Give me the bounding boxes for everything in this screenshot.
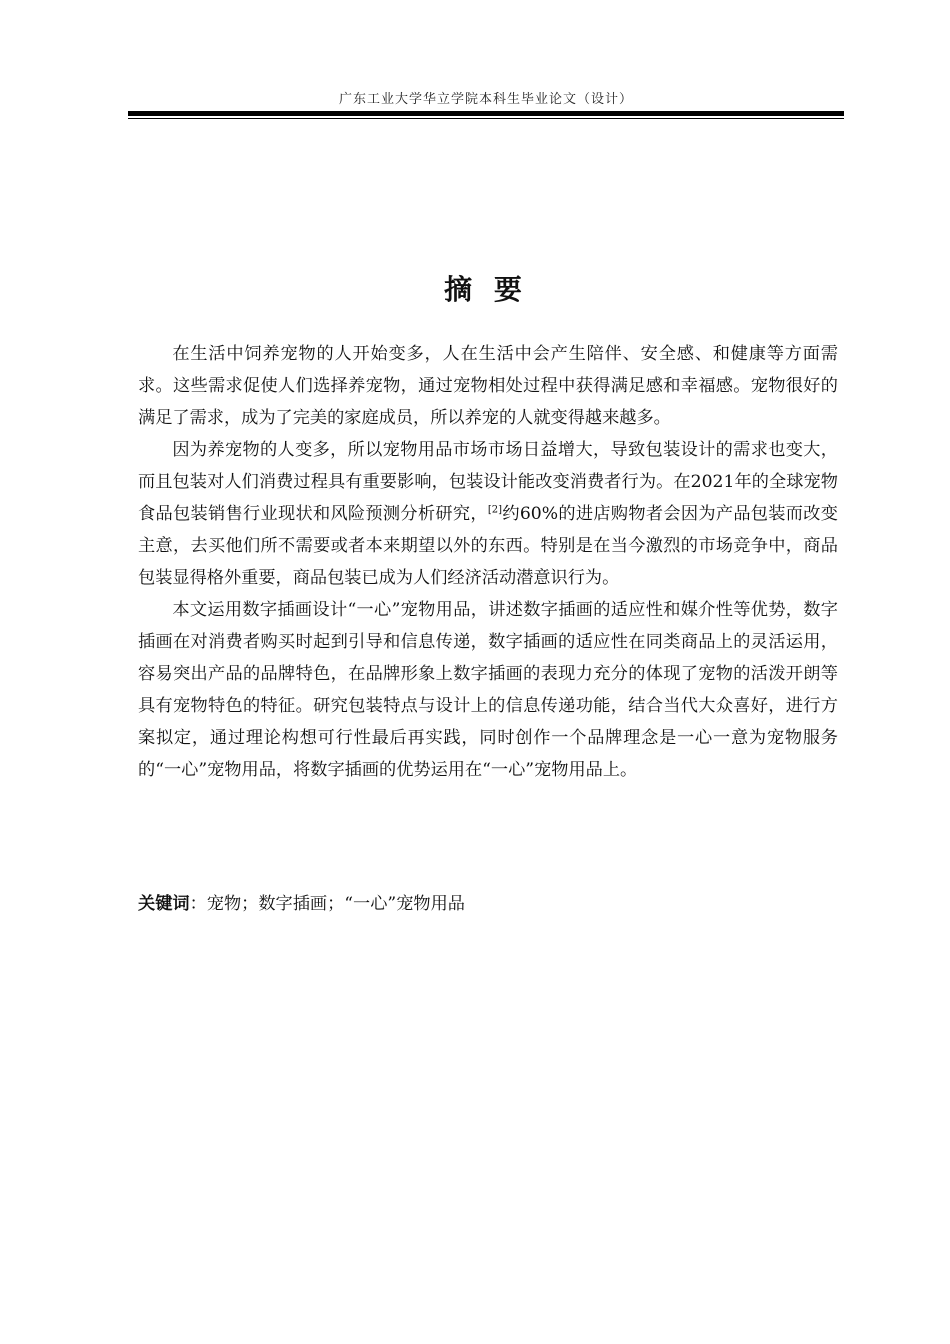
abstract-paragraph: 本文运用数字插画设计“一心”宠物用品，讲述数字插画的适应性和媒介性等优势，数字插画在对消费者购买时起到引导和信息传递，数字插画的适应性在同类商品上的灵活运用，容易突出产品的品牌特色，在品牌形象上数字插画的表现力充分的体现了宠物的活泼开朗等具有宠物特色的特征。研究包装特点与设计上的信息传递功能，结合当代大众喜好，进行方案拟定，通过理论构想可行性最后再实践，同时创作一个品牌理念是一心一意为宠物服务的“一心”宠物用品，将数字插画的优势运用在“一心”宠物用品上。 — [138, 600, 838, 780]
header-rule-thin — [128, 118, 844, 119]
abstract-title: 摘 要 — [444, 273, 528, 306]
paragraph-text: 约60%的进店购物者会因为产品包装而改变主意，去买他们所不需要或者本来期望以外的东西。特别是在当今激烈的市场竞争中，商品包装显得格外重要，商品包装已成为人们经济活动潜意识行为。 — [138, 504, 838, 588]
abstract-paragraph: 在生活中饲养宠物的人开始变多，人在生活中会产生陪伴、安全感、和健康等方面需求。这些需求促使人们选择养宠物，通过宠物相处过程中获得满足感和幸福感。宠物很好的满足了需求，成为了完美的家庭成员，所以养宠的人就变得越来越多。 — [138, 344, 838, 428]
paragraph-text: 因为养宠物的人变多，所以宠物用品市场市场日益增大，导致包装设计的需求也变大，而且包装对人们消费过程具有重要影响，包装设计能改变消费者行为。在2021年的全球宠物食品包装销售行业现状和风险预测分析研究， — [138, 440, 838, 524]
keywords-line — [138, 888, 838, 920]
header-rule-thick — [128, 111, 844, 116]
page-header: 广东工业大学华立学院本科生毕业论文（设计） — [338, 92, 633, 107]
citation-marker: [2] — [487, 504, 503, 516]
keywords-label: 关键词 — [138, 894, 190, 914]
abstract-body — [138, 338, 838, 786]
abstract-paragraph — [138, 434, 838, 594]
keywords-text: ：宠物；数字插画；“一心”宠物用品 — [189, 894, 465, 914]
